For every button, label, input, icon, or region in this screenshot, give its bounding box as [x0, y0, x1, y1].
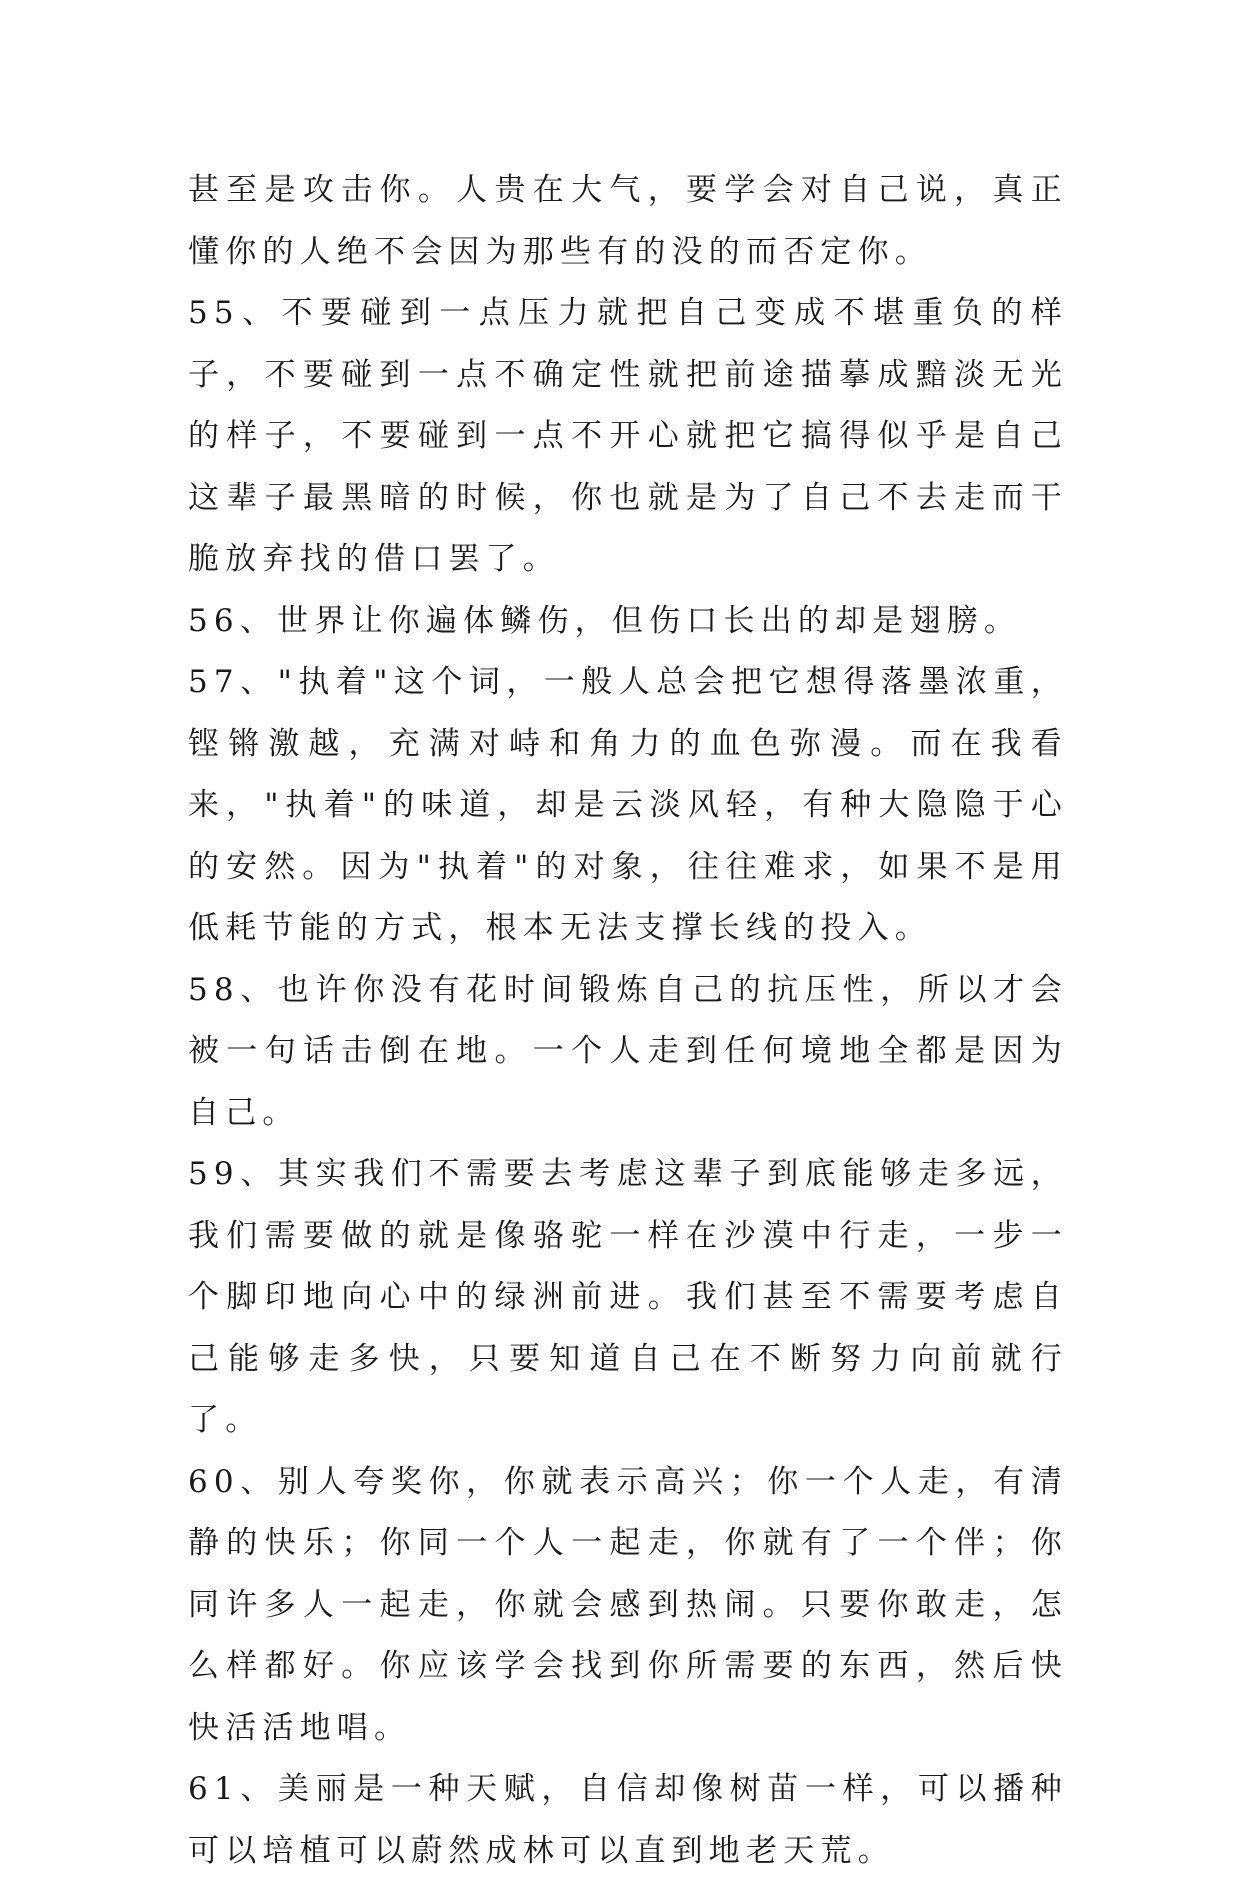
paragraph-57: 57、"执着"这个词，一般人总会把它想得落墨浓重，铿锵激越，充满对峙和角力的血色弥漫。而在我看来，"执着"的味道，却是云淡风轻，有种大隐隐于心的安然。因为"执着"的对象，往往难求，如果不是用低耗节能的方式，根本无法支撑长线的投入。: [188, 664, 1068, 946]
paragraph-continuation: 甚至是攻击你。人贵在大气，要学会对自己说，真正懂你的人绝不会因为那些有的没的而否定你。: [188, 172, 1068, 270]
paragraph-59: 59、其实我们不需要去考虑这辈子到底能够走多远，我们需要做的就是像骆驼一样在沙漠中行走，一步一个脚印地向心中的绿洲前进。我们甚至不需要考虑自己能够走多快，只要知道自己在不断努力向前就行了。: [188, 1156, 1068, 1438]
document-page: [188, 160, 1068, 1882]
paragraph-56: 56、世界让你遍体鳞伤，但伤口长出的却是翅膀。: [188, 602, 1022, 639]
paragraph-55: 55、不要碰到一点压力就把自己变成不堪重负的样子，不要碰到一点不确定性就把前途描摹成黯淡无光的样子，不要碰到一点不开心就把它搞得似乎是自己这辈子最黑暗的时候，你也就是为了自己不去走而干脆放弃找的借口罢了。: [188, 295, 1068, 577]
paragraph-61: 61、美丽是一种天赋，自信却像树苗一样，可以播种可以培植可以蔚然成林可以直到地老天荒。: [188, 1771, 1068, 1869]
paragraph-58: 58、也许你没有花时间锻炼自己的抗压性，所以才会被一句话击倒在地。一个人走到任何境地全都是因为自己。: [188, 971, 1068, 1131]
paragraph-60: 60、别人夸奖你，你就表示高兴；你一个人走，有清静的快乐；你同一个人一起走，你就有了一个伴；你同许多人一起走，你就会感到热闹。只要你敢走，怎么样都好。你应该学会找到你所需要的东西，然后快快活活地唱。: [188, 1463, 1068, 1746]
